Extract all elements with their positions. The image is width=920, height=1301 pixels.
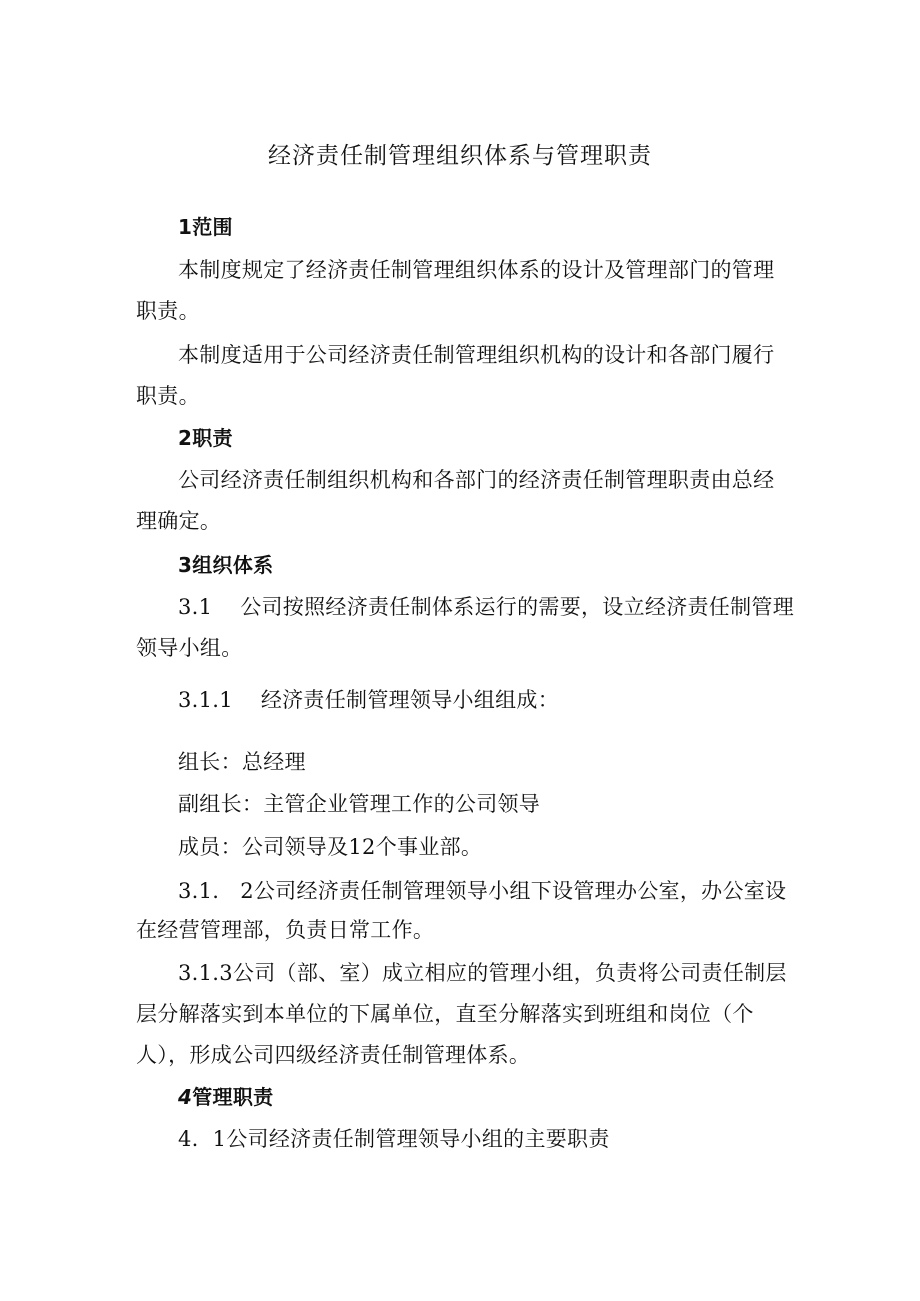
- section-1-heading: 1范围: [178, 215, 233, 239]
- section-3-para-1-line-1: 3.1 公司按照经济责任制体系运行的需要，设立经济责任制管理: [178, 595, 794, 619]
- section-2-heading: 2职责: [178, 426, 233, 450]
- section-1-para-1-line-1: 本制度规定了经济责任制管理组织体系的设计及管理部门的管理: [178, 258, 775, 282]
- section-3-members: 成员：公司领导及12个事业部。: [178, 835, 483, 859]
- section-2-para-1-line-1: 公司经济责任制组织机构和各部门的经济责任制管理职责由总经: [178, 468, 775, 492]
- section-3-para-3-line-1: 3.1. 2公司经济责任制管理领导小组下设管理办公室，办公室设: [178, 879, 787, 903]
- section-1-para-1-line-2: 职责。: [136, 299, 200, 323]
- document-title: 经济责任制管理组织体系与管理职责: [268, 143, 652, 169]
- section-4-heading-text: 管理职责: [192, 1085, 274, 1109]
- section-3-para-2: 3.1.1 经济责任制管理领导小组组成：: [178, 688, 560, 712]
- section-3-leader: 组长：总经理: [178, 750, 306, 774]
- section-3-para-1-line-2: 领导小组。: [136, 636, 243, 660]
- section-4-para-1: 4. 1公司经济责任制管理领导小组的主要职责: [178, 1127, 610, 1151]
- section-3-para-4-line-1: 3.1.3公司（部、室）成立相应的管理小组，负责将公司责任制层: [178, 961, 787, 985]
- section-3-para-3-line-2: 在经营管理部，负责日常工作。: [136, 918, 435, 942]
- section-1-para-2-line-1: 本制度适用于公司经济责任制管理组织机构的设计和各部门履行: [178, 343, 775, 367]
- section-3-para-4-line-3: 人），形成公司四级经济责任制管理体系。: [136, 1043, 531, 1067]
- section-2-para-1-line-2: 理确定。: [136, 509, 222, 533]
- section-3-para-4-line-2: 层分解落实到本单位的下属单位，直至分解落实到班组和岗位（个: [136, 1002, 754, 1026]
- section-3-heading: 3组织体系: [178, 553, 274, 577]
- section-4-heading: [178, 1082, 273, 1112]
- section-4-heading-number: 4: [178, 1085, 193, 1109]
- section-1-para-2-line-2: 职责。: [136, 384, 200, 408]
- section-3-deputy-leader: 副组长：主管企业管理工作的公司领导: [178, 792, 541, 816]
